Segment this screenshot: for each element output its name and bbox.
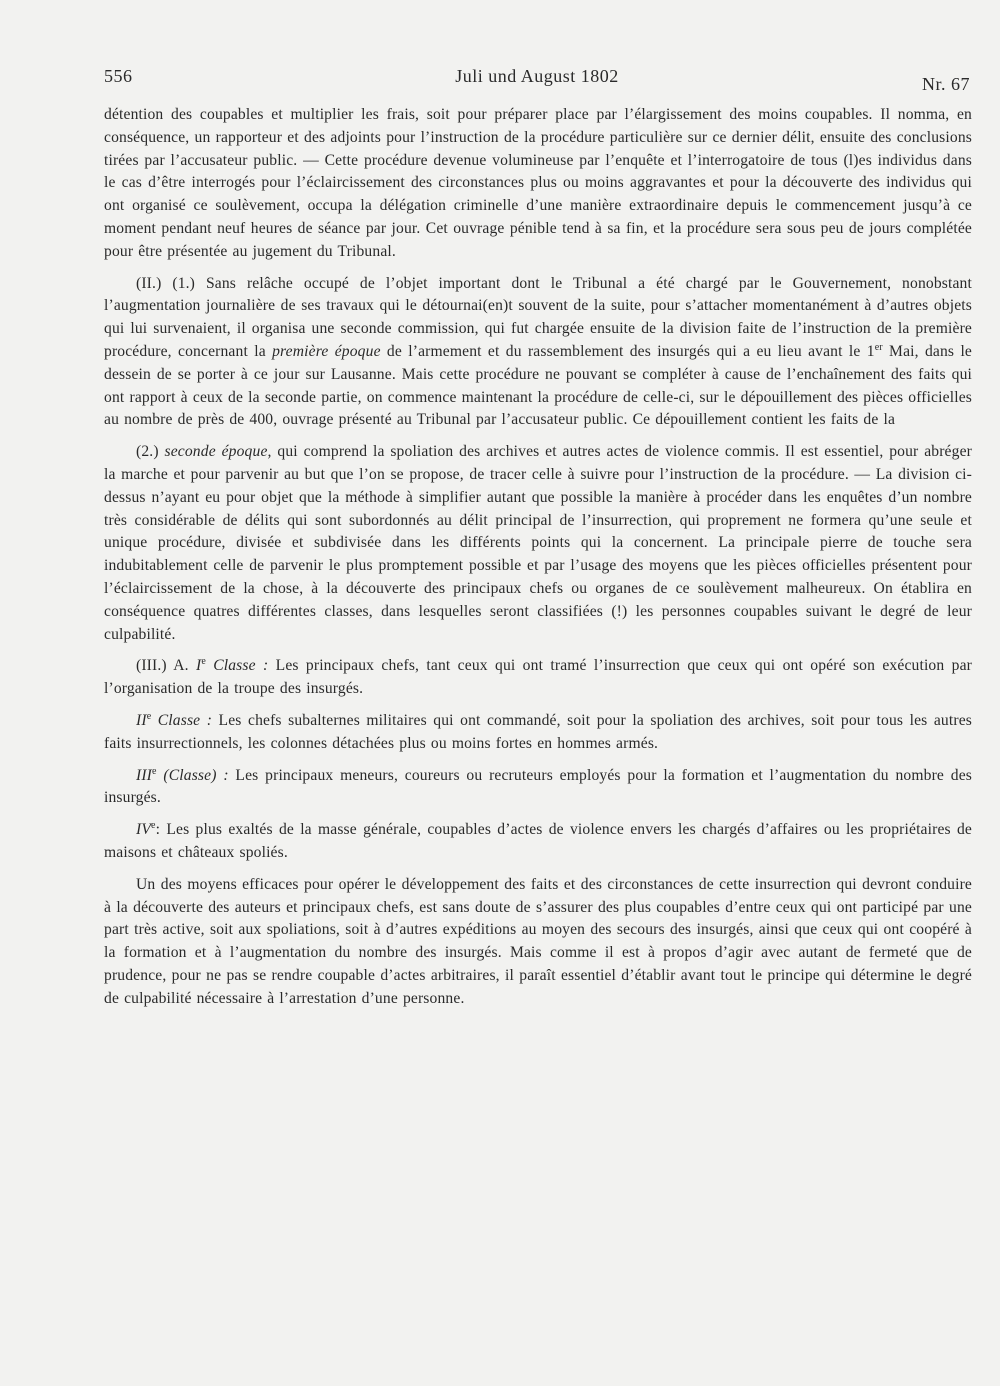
paragraph-text: Les principaux chefs, tant ceux qui ont tramé l’insurrection que ceux qui ont opéré son exécution par l’organisation de la troupe des insurgés. <box>104 657 972 698</box>
paragraph-seconde-epoque <box>104 441 972 646</box>
superscript: e <box>151 820 156 832</box>
superscript: e <box>201 656 206 668</box>
document-number: Nr. 67 <box>922 74 970 94</box>
class-label: I <box>195 657 202 675</box>
emphasis-text: première époque <box>272 342 381 360</box>
paragraph-lead: (2.) <box>136 443 165 461</box>
paragraph-text: Les chefs subalternes militaires qui ont commandé, soit pour la spoliation des archives, soit pour tous les autres faits insurrectionnels, les colonnes détachées plus ou moins fortes en hommes armés. <box>104 711 972 752</box>
emphasis-text: seconde époque, <box>164 443 272 461</box>
paragraph-text: : Les plus exaltés de la masse générale, coupables d’actes de violence envers les chargés d’affaires ou les propriétaires de maisons et châteaux spoliés. <box>104 821 972 861</box>
paragraph-continuation <box>104 104 972 264</box>
class-label: Classe : <box>205 657 269 675</box>
superscript: er <box>874 341 883 353</box>
class-label: Classe : <box>151 711 213 729</box>
superscript: e <box>152 765 157 777</box>
paragraph-text: Un des moyens efficaces pour opérer le développement des faits et des circonstances de cette insurrection qui devront conduire à la découverte des auteurs et principaux chefs, est sans doute de s’assurer des plus coupables d’entre ceux qui ont participé par une part très active, soit aux spoliations, soit à d’autres expéditions au moyen des secours des insurgés, ainsi que ceux qui ont coopéré à la formation et à l’augmentation du nombre des insurgés. Mais comme il est à propos d’agir avec autant de fermeté que de prudence, pour ne pas se rendre coupable d’actes arbitraires, il paraît essentiel d’établir avant tout le principe qui détermine le degré de culpabilité nécessaire à l’arrestation d’une personne. <box>104 875 972 1007</box>
paragraph-text: Mai, dans le dessein de se porter à ce jour sur Lausanne. Mais cette procédure ne pouvant se compléter à cause de l’enchaînement des faits qui ont rapport à ceux de la seconde partie, on commence maintenant la procédure de celle-ci, sur le dépouillement des pièces officielles au nombre de près de 400, ouvrage présenté au Tribunal par l’accusateur public. Ce dépouillement contient les faits de la <box>104 342 973 429</box>
running-title: Juli und August 1802 <box>455 66 619 86</box>
paragraph-classe-4 <box>104 819 972 865</box>
paragraph-text: (II.) (1.) Sans relâche occupé de l’objet important dont le Tribunal a été chargé par le Gouvernement, nonobstant l’augmentation journalière de ses travaux qui le détournai(en)t souvent de la suite, pour s’attacher momentanément à d’autres objets qui lui survenaient, il organisa une seconde commission, qui fut chargée ensuite de la division faite de l’instruction de la première procédure, concernant la <box>104 274 972 360</box>
class-label: III <box>136 766 153 784</box>
class-label: II <box>136 711 147 729</box>
paragraph-section-ii <box>104 273 972 433</box>
class-label: IV <box>136 821 152 839</box>
paragraph-text: détention des coupables et multiplier les frais, soit pour préparer place par l’élargissement des moins coupables. Il nomma, en conséquence, un rapporteur et des adjoints pour l’instruction de la procédure particulière sur ce dernier délit, ensuite des conclusions tirées par l’accusateur public. — Cette procédure devenue volumineuse par l’enquête et l’interrogatoire de tous (l)es individus dans le cas d’être interrogés pour l’éclaircissement des circonstances plus ou moins aggravantes et pour la découverte des individus qui ont organisé ce soulèvement, occupa la délégation criminelle d’une manière extraordinaire depuis le commencement jusqu’à ce moment pendant neuf heures de séance par jour. Cet ouvrage pénible tend à sa fin, et la procédure sera sous peu de jours complétée pour être présentée au jugement du Tribunal. <box>104 106 972 260</box>
page-number: 556 <box>104 66 133 86</box>
paragraph-text: qui comprend la spoliation des archives et autres actes de violence commis. Il est essentiel, pour abréger la marche et pour parvenir au but que l’on se propose, de tracer celle à suivre pour l’instruction de la procédure. — La division ci-dessus n’ayant eu pour objet que la méthode à simplifier autant que possible la manière à procéder dans les enquêtes d’un nombre très considérable de délits qui sont subordonnés au délit principal de l’insurrection, qui proprement ne formera qu’une seule et unique procédure, divisée et subdivisée dans les différents points qui la concernent. La principale pierre de touche sera indubitablement celle de parvenir le plus promptement possible et par l’usage des moyens que les pièces officielles présentent pour l’éclaircissement de la chose, à la découverte des principaux chefs ou organes de ce soulèvement malheureux. On établira en conséquence quatres différentes classes, dans lesquelles seront classifiées (!) les personnes coupables suivant le degré de leur culpabilité. <box>104 443 972 643</box>
paragraph-classe-2 <box>104 710 972 756</box>
paragraph-text: de l’armement et du rassemblement des insurgés qui a eu lieu avant le 1 <box>380 342 875 360</box>
paragraph-moyens <box>104 874 972 1011</box>
paragraph-text: Les principaux meneurs, coureurs ou recruteurs employés pour la formation et l’augmentation du nombre des insurgés. <box>104 766 972 807</box>
class-label: (Classe) : <box>156 766 229 784</box>
paragraph-classe-1 <box>104 655 972 701</box>
body-text <box>104 104 972 1019</box>
superscript: e <box>146 710 152 722</box>
paragraph-classe-3 <box>104 765 972 811</box>
running-head <box>104 66 970 96</box>
paragraph-lead: (III.) A. <box>136 657 196 675</box>
